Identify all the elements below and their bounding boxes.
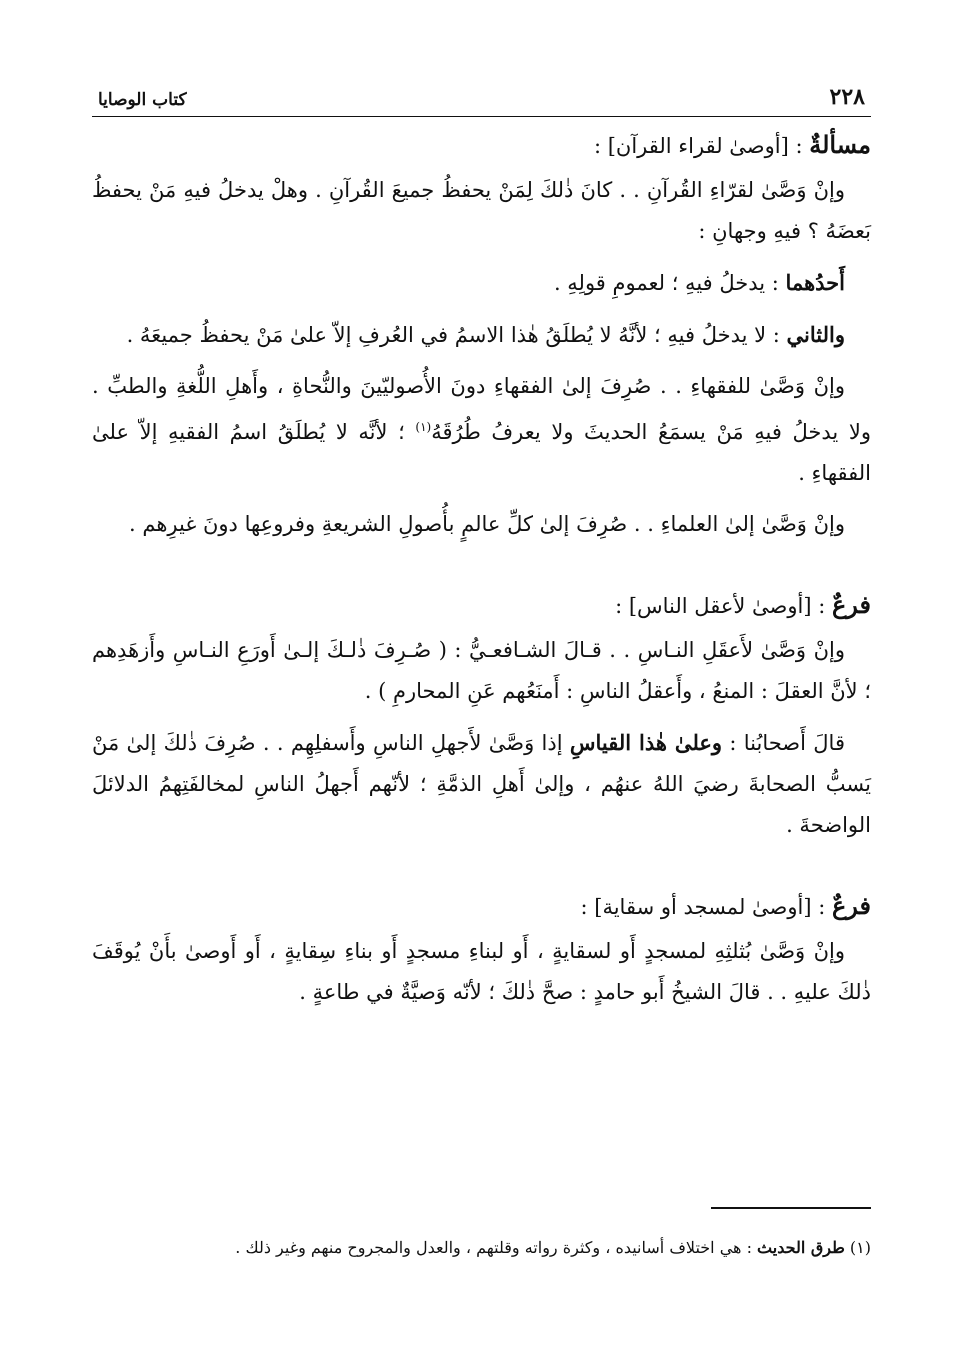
heading-title: : [أوصىٰ لأعقل الناس] : xyxy=(615,594,832,618)
text-ignorant-bold: وعلىٰ هٰذا القياسِ xyxy=(569,730,723,755)
label-second: والثاني xyxy=(786,322,845,347)
section-heading-wisest xyxy=(92,585,871,626)
paragraph-most-ignorant xyxy=(92,722,871,846)
footnote-divider xyxy=(711,1207,871,1209)
text-jurists-b: ؛ لأنَّه لا يُطلَقُ اسمُ الفقيهِ إلاّ علىٰ الفقهاءِ . xyxy=(92,420,871,485)
text-ignorant-b: إذا وَصَّىٰ لأَجهلِ الناسِ وأَسفلِهِم . . صُرِفَ ذٰلكَ إلىٰ مَنْ يَسبُّ الصحابةَ رضيَ اللهُ عنهُم ، وإلىٰ أَهلِ الذمَّةِ ؛ لأنّهم أَجهلُ الناسِ لمخالفَتِهمُ الدلائلَ الواضحةَ . xyxy=(92,731,871,837)
text-jurists-a: وإنْ وَصَّىٰ للفقهاءِ . . صُرِفَ إلىٰ الفقهاءِ دونَ الأُصوليّينَ والنُّحاةِ ، وأَهلِ اللُّغةِ والطبِّ . ولا يدخلُ فيهِ مَنْ يسمَعُ الحديثَ ولا يعرفُ طُرُقَهُ xyxy=(92,374,871,444)
section-heading-mosque xyxy=(92,886,871,927)
footnote-text: : هي اختلاف أسانيده ، وكثرة رواته وقلتهم ، والعدل والمجروح منهم وغير ذلك . xyxy=(235,1238,758,1257)
text-ignorant-a: قالَ أَصحابُنا : xyxy=(722,731,845,755)
paragraph-wisest: وإنْ وَصَّىٰ لأَعقَلِ النـاسِ . . قـالَ الشـافعـيُّ : ( صُـرِفَ ذٰلـكَ إلـىٰ أَورَعِ النـاسِ وأَزهَدِهم ؛ لأنَّ العقلَ : المنعُ ، وأَعقلُ الناسِ : أَمنَعُهم عَنِ المحارمِ ) . xyxy=(92,638,871,703)
heading-term: فرعٌ xyxy=(831,891,871,920)
paragraph-scholars: وإنْ وَصَّىٰ إلىٰ العلماءِ . . صُرِفَ إلىٰ كلِّ عالمٍ بأُصولِ الشريعةِ وفروعِها دونَ غيرِهم . xyxy=(129,512,845,536)
heading-term: مسألةٌ xyxy=(809,130,871,159)
running-header xyxy=(92,78,871,117)
paragraph-first-view xyxy=(92,262,871,304)
paragraph-jurists xyxy=(92,366,871,494)
paragraph-quran-readers: وإنْ وَصَّىٰ لقرّاءِ القُرآنِ . . كانَ ذٰلكَ لِمَنْ يحفظُ جميعَ القُرآنِ . وهلْ يدخلُ فيهِ مَنْ يحفظُ بَعضَهُ ؟ فيهِ وجهانِ : xyxy=(92,178,871,243)
text-first: : يدخلُ فيهِ ؛ لعمومِ قولِهِ . xyxy=(553,271,786,295)
section-heading-masala xyxy=(92,125,871,166)
text-second: : لا يدخلُ فيهِ ؛ لأنَّهُ لا يُطلَقُ هٰذا الاسمُ في العُرفِ إلاّ علىٰ مَنْ يحفظُ جميعَهُ . xyxy=(126,323,787,347)
page-body xyxy=(92,125,871,1013)
heading-title: : [أوصىٰ لقراء القرآن] : xyxy=(593,134,810,158)
heading-title: : [أوصىٰ لمسجد أو سقاية] : xyxy=(580,895,832,919)
book-title: كتاب الوصايا xyxy=(98,90,187,110)
footnote xyxy=(92,1232,871,1264)
footnote-number: (١) xyxy=(849,1238,871,1257)
footnote-term: طرق الحديث xyxy=(757,1238,845,1257)
page-number: ٢٢٨ xyxy=(829,84,865,110)
label-first: أَحدُهما xyxy=(785,270,845,295)
footnote-reference[interactable]: (١) xyxy=(415,420,432,434)
paragraph-second-view xyxy=(92,314,871,356)
heading-term: فرعٌ xyxy=(831,590,871,619)
paragraph-mosque: وإنْ وَصَّىٰ بُثلثِهِ لمسجدٍ أَو لسقايةٍ ، أَو لبناءِ مسجدٍ أَو بناءِ سِقايةٍ ، أَو أَوصىٰ بأَنْ يُوقَفَ ذٰلكَ عليهِ . . قالَ الشيخُ أَبو حامدٍ : صحَّ ذٰلكَ ؛ لأنّه وَصيَّةٌ في طاعةٍ . xyxy=(92,939,871,1004)
